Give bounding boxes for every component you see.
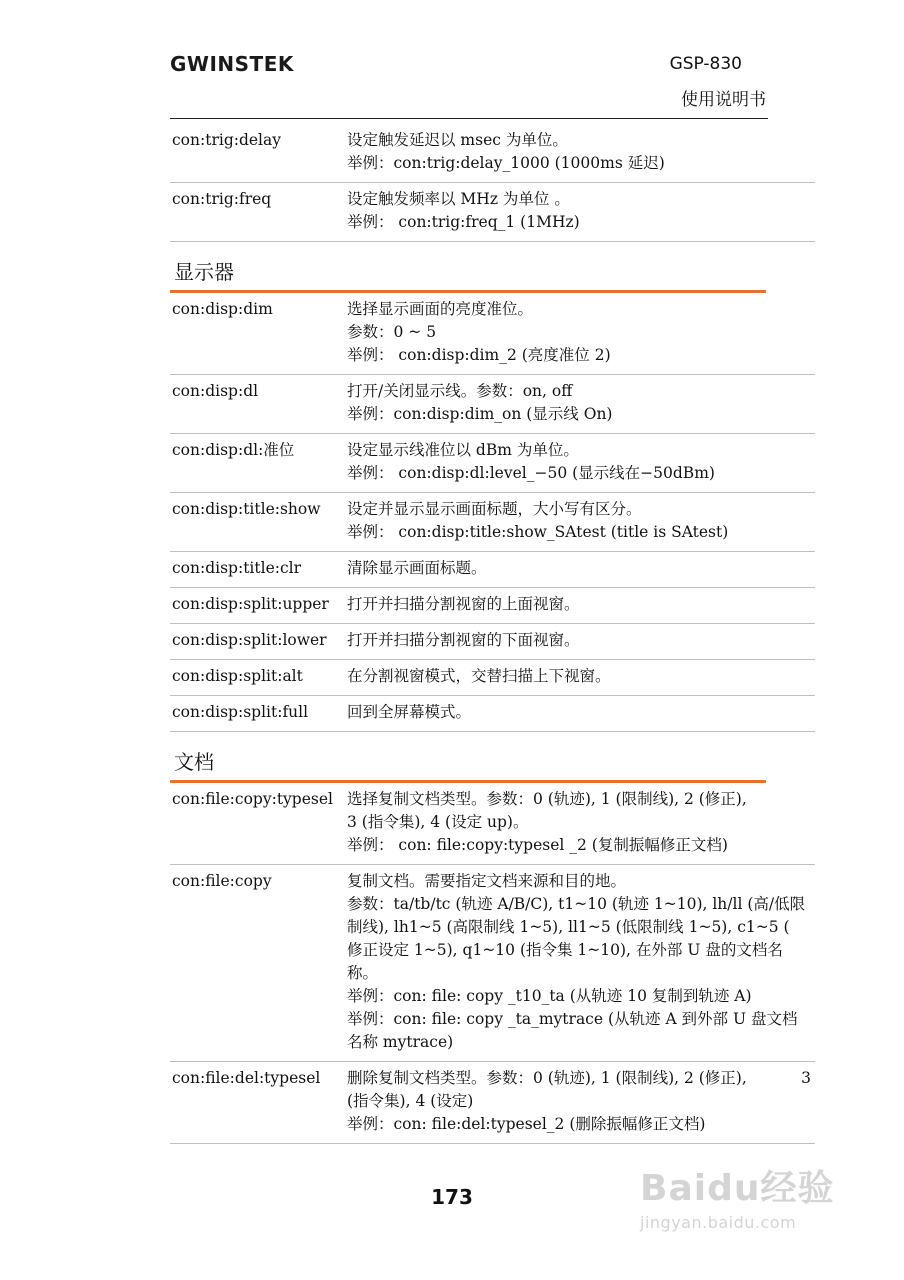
section-title-file: 文档 xyxy=(174,750,214,774)
description-line: 举例：con:disp:dim_on (显示线 On) xyxy=(347,405,613,423)
table-row xyxy=(170,124,815,183)
description-line: 打开并扫描分割视窗的下面视窗。 xyxy=(347,631,580,649)
command-description xyxy=(347,129,815,175)
command-description xyxy=(347,498,815,544)
table-row xyxy=(170,434,815,493)
watermark-logo: Baidu经验 xyxy=(640,1168,835,1209)
description-line: 举例：con: file:del:typesel_2 (删除振幅修正文档) xyxy=(347,1115,706,1133)
description-line: 设定并显示显示画面标题，大小写有区分。 xyxy=(347,500,642,518)
command-description xyxy=(347,629,815,652)
description-line: 举例：con:trig:delay_1000 (1000ms 延迟) xyxy=(347,154,665,172)
command-description xyxy=(347,701,815,724)
description-line: 举例： con:disp:title:show_SAtest (title is SAtest) xyxy=(347,523,729,541)
command-name: con:disp:title:clr xyxy=(172,559,302,577)
table-row xyxy=(170,783,815,865)
description-line: 选择显示画面的亮度准位。 xyxy=(347,300,534,318)
command-description xyxy=(347,557,815,580)
table-row xyxy=(170,588,815,624)
description-line: 参数：0 ~ 5 xyxy=(347,323,437,341)
command-description xyxy=(347,788,815,857)
description-line: 举例： con:trig:freq_1 (1MHz) xyxy=(347,213,580,231)
command-description xyxy=(347,665,815,688)
command-description xyxy=(347,380,815,426)
table-row xyxy=(170,624,815,660)
page-number: 173 xyxy=(431,1185,473,1209)
command-name: con:disp:dl xyxy=(172,382,259,400)
description-line: 修正设定 1~5), q1~10 (指令集 1~10), 在外部 U 盘的文档名 xyxy=(347,941,783,959)
model-label: GSP-830 xyxy=(669,54,742,74)
display-rows xyxy=(170,293,815,732)
command-name: con:trig:delay xyxy=(172,131,282,149)
description-line: 删除复制文档类型。参数：0 (轨迹), 1 (限制线), 2 (修正), xyxy=(347,1069,747,1087)
description-line: 复制文档。需要指定文档来源和目的地。 xyxy=(347,872,627,890)
description-line: 设定触发频率以 MHz 为单位 。 xyxy=(347,190,570,208)
command-name: con:file:copy xyxy=(172,872,272,890)
description-line: 3 (指令集), 4 (设定 up)。 xyxy=(347,813,529,831)
file-rows xyxy=(170,783,815,1144)
table-row xyxy=(170,183,815,242)
command-name: con:trig:freq xyxy=(172,190,272,208)
description-line: 名称 mytrace) xyxy=(347,1033,454,1051)
section-title-display: 显示器 xyxy=(174,260,234,284)
table-row xyxy=(170,696,815,732)
watermark xyxy=(640,1160,870,1250)
header-divider xyxy=(170,118,768,119)
command-table xyxy=(170,124,815,1144)
manual-label: 使用说明书 xyxy=(681,90,766,110)
table-row xyxy=(170,865,815,1062)
description-line: 制线), lh1~5 (高限制线 1~5), ll1~5 (低限制线 1~5), c1~5 ( xyxy=(347,918,790,936)
description-line: 举例： con:disp:dl:level_−50 (显示线在−50dBm) xyxy=(347,464,715,482)
description-line: 举例：con: file: copy _ta_mytrace (从轨迹 A 到外部 U 盘文档 xyxy=(347,1010,798,1028)
command-description xyxy=(347,439,815,485)
description-line: 设定显示线准位以 dBm 为单位。 xyxy=(347,441,579,459)
command-name: con:disp:title:show xyxy=(172,500,321,518)
table-row xyxy=(170,293,815,375)
command-name: con:disp:split:full xyxy=(172,703,309,721)
description-line: 打开并扫描分割视窗的上面视窗。 xyxy=(347,595,580,613)
command-description xyxy=(347,1067,815,1136)
command-description xyxy=(347,298,815,367)
description-line: 参数：ta/tb/tc (轨迹 A/B/C), t1~10 (轨迹 1~10), lh/ll (高/低限 xyxy=(347,895,806,913)
table-row xyxy=(170,660,815,696)
description-line: 清除显示画面标题。 xyxy=(347,559,487,577)
description-line: 打开/关闭显示线。参数：on, off xyxy=(347,382,573,400)
description-line: 称。 xyxy=(347,964,379,982)
command-name: con:disp:split:alt xyxy=(172,667,303,685)
command-name: con:file:copy:typesel xyxy=(172,790,333,808)
table-row xyxy=(170,552,815,588)
description-line: 选择复制文档类型。参数：0 (轨迹), 1 (限制线), 2 (修正), xyxy=(347,790,747,808)
brand-logo: GWINSTEK xyxy=(170,52,294,76)
table-row xyxy=(170,1062,815,1144)
watermark-url: jingyan.baidu.com xyxy=(640,1213,797,1232)
command-description xyxy=(347,188,815,234)
command-description xyxy=(347,870,815,1054)
description-line: 设定触发延迟以 msec 为单位。 xyxy=(347,131,568,149)
description-line: 举例：con: file: copy _t10_ta (从轨迹 10 复制到轨迹 A) xyxy=(347,987,752,1005)
trigger-rows xyxy=(170,124,815,242)
table-row xyxy=(170,375,815,434)
description-line: (指令集), 4 (设定) xyxy=(347,1092,474,1110)
stray-number: 3 xyxy=(801,1069,811,1087)
command-name: con:disp:split:lower xyxy=(172,631,327,649)
command-description xyxy=(347,593,815,616)
command-name: con:disp:split:upper xyxy=(172,595,329,613)
command-name: con:disp:dim xyxy=(172,300,273,318)
description-line: 举例： con: file:copy:typesel _2 (复制振幅修正文档) xyxy=(347,836,728,854)
command-name: con:disp:dl:准位 xyxy=(172,441,295,459)
description-line: 举例： con:disp:dim_2 (亮度准位 2) xyxy=(347,346,611,364)
command-name: con:file:del:typesel xyxy=(172,1069,321,1087)
table-row xyxy=(170,493,815,552)
description-line: 回到全屏幕模式。 xyxy=(347,703,472,721)
description-line: 在分割视窗模式，交替扫描上下视窗。 xyxy=(347,667,611,685)
